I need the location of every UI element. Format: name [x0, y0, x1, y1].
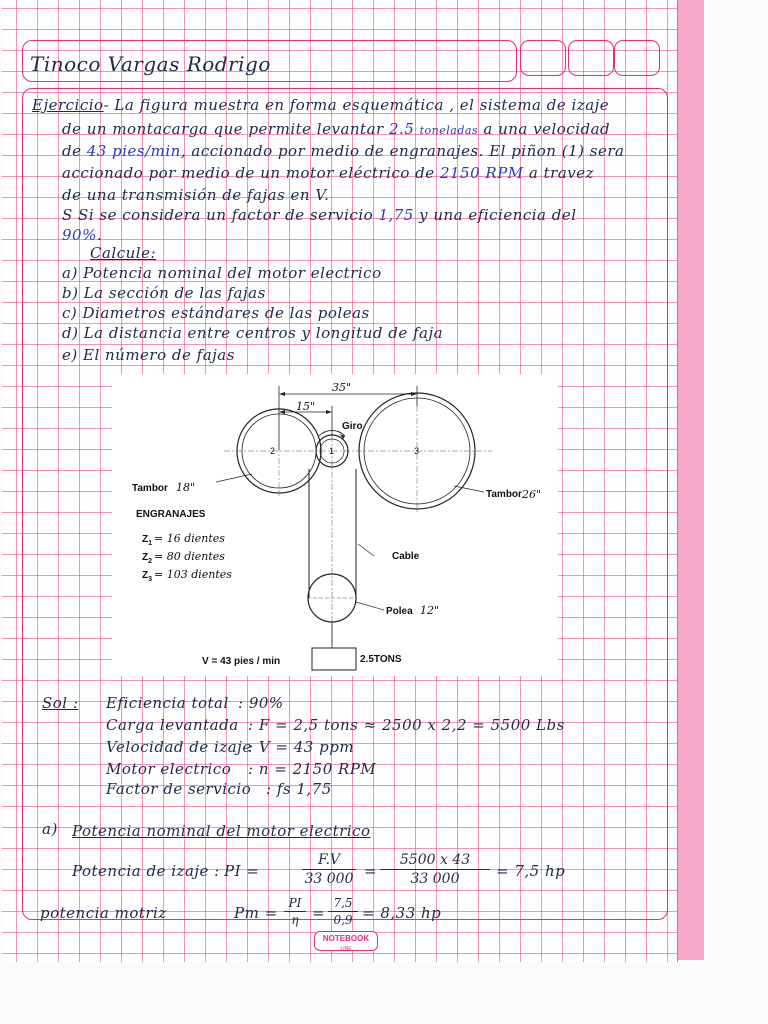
hoist-diagram-svg	[112, 374, 558, 676]
part-a-label: a)	[42, 820, 58, 838]
header-box-3	[614, 40, 660, 76]
sol-row-1-label: Eficiencia total	[106, 694, 229, 712]
sol-row-1-value: : 90%	[238, 694, 284, 712]
fraction-75-09: 7,5 0,9	[328, 896, 358, 927]
load-label: 2.5TONS	[360, 654, 402, 665]
dim-15-label: 15"	[296, 400, 316, 413]
calcule-label: Calcule:	[90, 244, 157, 262]
engranajes-title: ENGRANAJES	[136, 509, 206, 520]
graph-paper-sheet	[2, 0, 678, 962]
gear-3-label: 3	[414, 446, 420, 456]
sol-row-5-label: Factor de servicio	[106, 780, 252, 798]
pot-izaje-label: Potencia de izaje :	[72, 862, 220, 880]
equals-sign: =	[364, 862, 378, 880]
notebook-logo: NOTEBOOK LINE	[314, 931, 378, 951]
sol-row-5-value: : fs 1,75	[266, 780, 332, 798]
item-b: b) La sección de las fajas	[62, 284, 266, 302]
pot-motriz-label: potencia motriz	[40, 904, 167, 922]
tambor-right-label: Tambor	[486, 489, 522, 500]
hoist-diagram	[112, 374, 558, 676]
load-box	[312, 648, 356, 670]
problem-line-2: de un montacarga que permite levantar 2.5 toneladas a una velocidad	[62, 120, 611, 138]
student-name: Tinoco Vargas Rodrigo	[30, 52, 271, 76]
item-e: e) El número de fajas	[62, 346, 235, 364]
part-a-title: Potencia nominal del motor electrico	[72, 822, 371, 840]
sol-label: Sol :	[42, 694, 79, 712]
problem-line-3: de 43 pies/min, accionado por medio de engranajes. El piñon (1) sera	[62, 142, 625, 160]
fraction-pi-eta: PI η	[284, 896, 306, 927]
equals-sign-2: =	[312, 904, 326, 922]
fraction-fv: F.V 33 000	[302, 852, 356, 887]
gear-1-label: 1	[329, 446, 335, 456]
polea-size: 12"	[420, 604, 440, 617]
giro-label: Giro	[342, 421, 363, 432]
problem-line-6: S Si se considera un factor de servicio 1,75 y una eficiencia del	[62, 206, 577, 224]
velocity-label: V = 43 pies / min	[202, 656, 281, 667]
sol-row-4-label: Motor electrico	[106, 760, 232, 778]
pink-margin-strip	[678, 0, 704, 960]
sol-row-3-value: : V = 43 ppm	[248, 738, 355, 756]
sol-row-3-label: Velocidad de izaje	[106, 738, 252, 756]
problem-line-5: de una transmisión de fajas en V.	[62, 186, 330, 204]
dim-35-label: 35"	[332, 381, 352, 394]
tambor-left-size: 18"	[176, 481, 196, 494]
sol-row-4-value: : n = 2150 RPM	[248, 760, 377, 778]
sol-row-2-label: Carga levantada	[106, 716, 239, 734]
header-box-1	[520, 40, 566, 76]
item-a: a) Potencia nominal del motor electrico	[62, 264, 382, 282]
polea-label: Polea	[386, 606, 413, 617]
header-box-2	[568, 40, 614, 76]
problem-line-7: 90%.	[62, 226, 103, 244]
tambor-left-label: Tambor	[132, 483, 168, 494]
pot-motriz-symbol: Pm =	[234, 904, 278, 922]
problem-line-4: accionado por medio de un motor eléctrico de 2150 RPM a travez	[62, 164, 595, 182]
sol-row-2-value: : F = 2,5 tons ≈ 2500 x 2,2 = 5500 Lbs	[248, 716, 565, 734]
pot-motriz-result: = 8,33 hp	[362, 904, 442, 922]
tambor-right-size: 26"	[522, 488, 542, 501]
gear-2-label: 2	[270, 446, 276, 456]
pot-izaje-symbol: PI =	[224, 862, 260, 880]
pot-izaje-result: = 7,5 hp	[496, 862, 566, 880]
fraction-5500x43: 5500 x 43 33 000	[380, 852, 490, 887]
z3-row: $Z_3 = 103$ dientes	[142, 568, 232, 583]
item-d: d) La distancia entre centros y longitud de faja	[62, 324, 444, 342]
z1-row: $Z_1 = 16$ dientes	[142, 532, 225, 547]
problem-line-1: Ejercicio- La figura muestra en forma esquemática , el sistema de izaje	[32, 96, 610, 114]
cable-label: Cable	[392, 551, 420, 562]
item-c: c) Diametros estándares de las poleas	[62, 304, 370, 322]
z2-row: $Z_2 = 80$ dientes	[142, 550, 225, 565]
